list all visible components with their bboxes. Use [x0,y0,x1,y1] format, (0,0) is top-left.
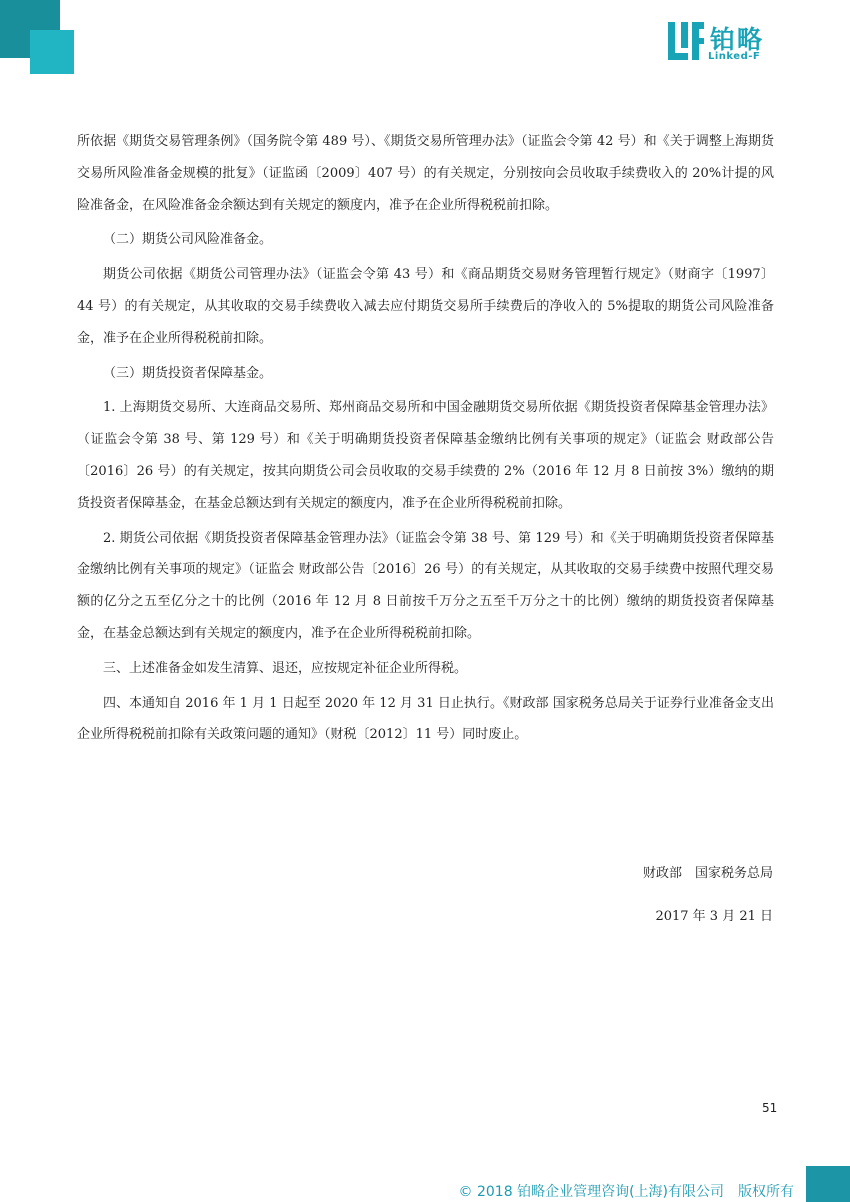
logo-english-name: Linked-F [708,51,761,62]
paragraph: 1. 上海期货交易所、大连商品交易所、郑州商品交易所和中国金融期货交易所依据《期货投资者保障基金管理办法》（证监会令第 38 号、第 129 号）和《关于明确期货投资者保障基金缴纳比例有关事项的规定》（证监会 财政部公告〔2016〕26 号）的有关规定，按其向期货公司会员收取的交易手续费的 2%（2016 年 12 月 8 日前按 3%）缴纳的期货投资者保障基金，在基金总额达到有关规定的额度内，准予在企业所得税税前扣除。 [77,400,774,511]
footer-decoration [806,1166,850,1202]
footer-copyright: © 2018 铂略企业管理咨询(上海)有限公司 版权所有 [458,1184,794,1200]
issue-date: 2017 年 3 月 21 日 [655,909,773,924]
document-body [77,126,774,751]
paragraph: 四、本通知自 2016 年 1 月 1 日起至 2020 年 12 月 31 日止执行。《财政部 国家税务总局关于证券行业准备金支出企业所得税税前扣除有关政策问题的通知》（财税〔2012〕11 号）同时废止。 [77,695,774,743]
paragraph: 2. 期货公司依据《期货投资者保障基金管理办法》（证监会令第 38 号、第 129 号）和《关于明确期货投资者保障基金缴纳比例有关事项的规定》（证监会 财政部公告〔2016〕26 号）的有关规定，从其收取的交易手续费中按照代理交易额的亿分之五至亿分之十的比例（2016 年 12 月 8 日前按千万分之五至千万分之十的比例）缴纳的期货投资者保障基金，在基金总额达到有关规定的额度内，准予在企业所得税税前扣除。 [77,530,774,641]
page-number: 51 [762,1101,778,1115]
logo-chinese-name: 铂略 [710,25,765,54]
signature-block [643,858,773,933]
paragraph: 期货公司依据《期货公司管理办法》（证监会令第 43 号）和《商品期货交易财务管理暂行规定》（财商字〔1997〕44 号）的有关规定，从其收取的交易手续费收入减去应付期货交易所手续费后的净收入的 5%提取的期货公司风险准备金，准予在企业所得税税前扣除。 [77,267,774,346]
paragraph: 三、上述准备金如发生清算、退还，应按规定补征企业所得税。 [103,660,468,676]
paragraph: 所依据《期货交易管理条例》（国务院令第 489 号）、《期货交易所管理办法》（证监会令第 42 号）和《关于调整上海期货交易所风险准备金规模的批复》（证监函〔2009〕407 号）的有关规定，分别按向会员收取手续费收入的 20%计提的风险准备金，在风险准备金余额达到有关规定的额度内，准予在企业所得税税前扣除。 [77,134,774,213]
paragraph: （二）期货公司风险准备金。 [103,232,273,248]
paragraph: （三）期货投资者保障基金。 [103,365,273,381]
logo-mark-icon [668,22,704,60]
issuer-name: 财政部 国家税务总局 [642,866,773,881]
company-logo [668,20,794,66]
corner-decoration-light [30,30,74,74]
